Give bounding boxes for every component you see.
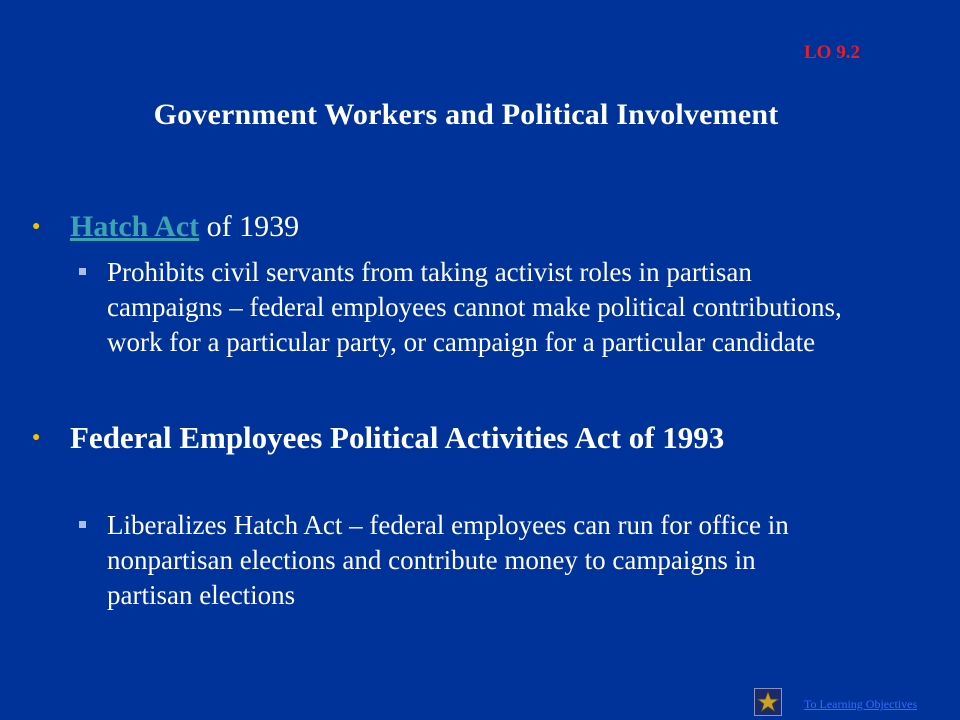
hatch-act-link[interactable]: Hatch Act: [70, 210, 200, 243]
to-learning-objectives-link[interactable]: To Learning Objectives: [804, 697, 918, 711]
sub-bullet-item: [107, 508, 847, 613]
slide-title: Government Workers and Political Involvement: [153, 98, 779, 131]
square-bullet-icon: [79, 521, 86, 528]
sub-bullet-text: Liberalizes Hatch Act – federal employees can run for office in nonpartisan elections and contribute money to campaigns in partisan elections: [107, 510, 789, 610]
bullet-item-hatch-act: [32, 207, 850, 246]
bullet-text: of 1939: [199, 210, 300, 243]
lo-label: LO 9.2: [804, 42, 860, 63]
bullet-icon: ●: [32, 219, 41, 234]
star-icon[interactable]: [754, 688, 782, 716]
sub-bullet-text: Prohibits civil servants from taking activist roles in partisan campaigns – federal employees cannot make political contributions, work for a particular party, or campaign for a particular candidate: [107, 257, 842, 357]
sub-bullet-item: [107, 255, 847, 360]
bullet-text: Federal Employees Political Activities Act of 1993: [70, 420, 725, 455]
square-bullet-icon: [79, 268, 86, 275]
bullet-icon: ●: [32, 430, 41, 445]
bullet-item-fepaa: [32, 418, 850, 457]
